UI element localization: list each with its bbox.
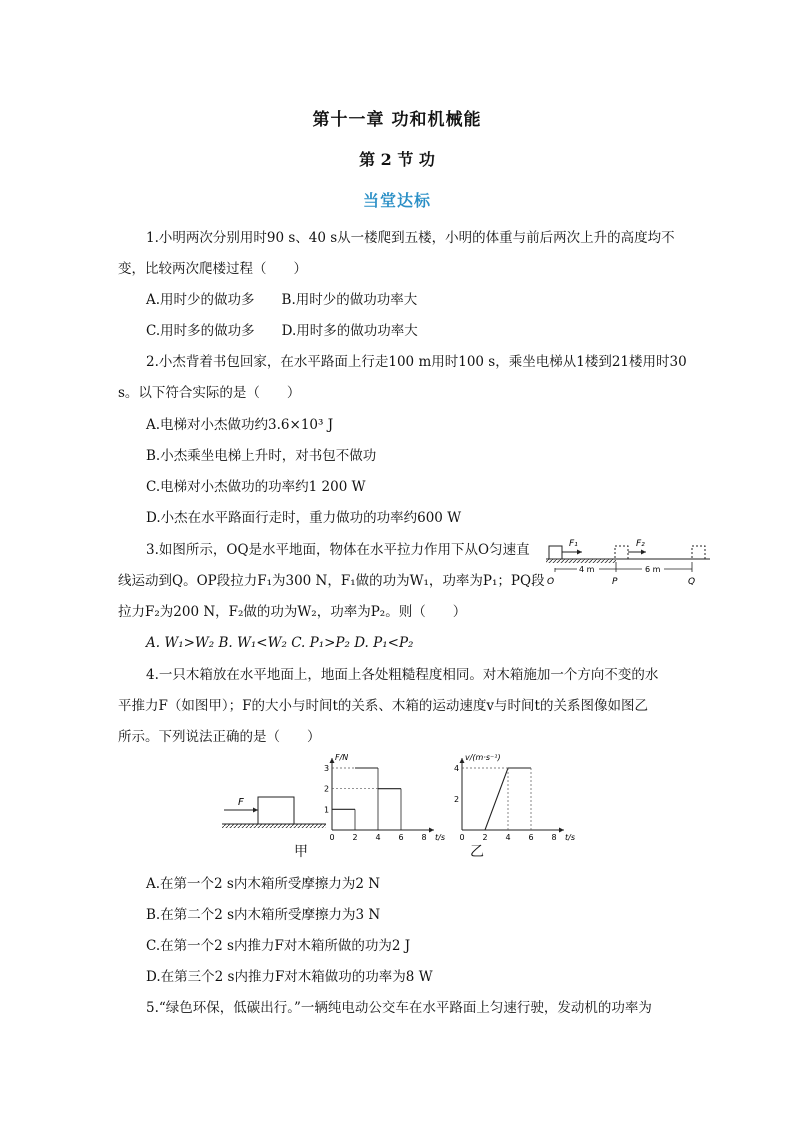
q4-option-b: B.在第二个2 s内木箱所受摩擦力为3 N [146,907,381,923]
x-tick-label: 6 [528,833,534,842]
y-axis-label: F/N [335,753,349,762]
x-tick-label: 0 [459,833,465,842]
wooden-box [258,797,294,824]
block-at-o [549,546,562,559]
label-q: Q [688,577,696,587]
block-at-q [692,546,705,559]
x-tick-label: 4 [505,833,511,842]
q2-line2: s。以下符合实际的是（ ） [118,385,301,401]
q1-options-ab: A.用时少的做功多 B.用时少的做功功率大 [146,292,418,308]
q2-option-d: D.小杰在水平路面行走时，重力做功的功率约600 W [146,510,462,526]
label-yi: 乙 [470,844,484,860]
force-time-chart [318,752,445,842]
label-f2: F₂ [636,539,645,549]
y-tick-label: 2 [324,784,330,794]
q4-option-a: A.在第一个2 s内木箱所受摩擦力为2 N [146,876,381,892]
q3-motion-figure [544,532,712,590]
ground-hatch [546,559,616,563]
q4-option-c: C.在第一个2 s内推力F对木箱所做的功为2 J [146,938,411,954]
force-f1-arrowhead [577,550,582,555]
x-tick-label: 0 [329,833,335,842]
x-tick-label: 6 [398,833,404,842]
x-axis-arrow [429,828,434,833]
q2-option-b: B.小杰乘坐电梯上升时，对书包不做功 [146,448,377,464]
force-label: F [238,797,244,808]
q4-line2: 平推力F（如图甲）；F的大小与时间t的关系、木箱的运动速度v与时间t的关系图像如图乙 [118,698,648,714]
velocity-time-chart [448,752,576,842]
block-at-p [615,546,628,559]
q2-option-c: C.电梯对小杰做功的功率约1 200 W [146,479,366,495]
q4-line3: 所示。下列说法正确的是（ ） [118,729,321,745]
floor-hatch [222,824,326,828]
x-tick-label: 8 [421,833,427,842]
label-o: O [547,577,555,587]
q2-option-a: A.电梯对小杰做功约3.6×10³ J [146,417,334,433]
x-axis-arrow [559,828,564,833]
y-axis-arrow [460,758,465,763]
y-axis-arrow [330,758,335,763]
label-jia: 甲 [294,844,308,860]
exercise-heading: 当堂达标 [362,191,431,210]
q1-line1: 1.小明两次分别用时90 s、40 s从一楼爬到五楼，小明的体重与前后两次上升的高度均不 [146,230,675,246]
label-f1: F₁ [569,539,578,549]
q1-line2: 变，比较两次爬楼过程（ ） [118,261,307,277]
q3-line1: 3.如图所示，OQ是水平地面，物体在水平拉力作用下从O匀速直 [146,542,530,558]
q5-line1: 5.“绿色环保，低碳出行。”一辆纯电动公交车在水平路面上匀速行驶，发动机的功率为 [146,1000,652,1016]
q3-options: A. W₁>W₂ B. W₁<W₂ C. P₁>P₂ D. P₁<P₂ [146,635,414,651]
y-tick-label: 1 [324,805,330,815]
q2-line1: 2.小杰背着书包回家，在水平路面上行走100 m用时100 s，乘坐电梯从1楼到21楼用时30 [146,354,687,370]
dist-op-label: 4 m [579,565,595,574]
q4-figure-jia [220,790,328,832]
x-tick-label: 4 [375,833,381,842]
y-tick-label: 2 [454,795,460,804]
y-tick-label: 4 [454,764,460,773]
section-title: 第 2 节 功 [359,150,435,169]
x-axis-label: t/s [435,833,445,842]
y-axis-label: v/(m·s⁻¹) [465,753,501,762]
x-axis-label: t/s [565,833,575,842]
q3-line3: 拉力F₂为200 N，F₂做的功为W₂，功率为P₂。则（ ） [118,604,467,620]
velocity-line [462,768,531,830]
x-tick-label: 8 [551,833,557,842]
q3-line2: 线运动到Q。OP段拉力F₁为300 N，F₁做的功为W₁，功率为P₁；PQ段 [118,573,545,589]
dist-pq-label: 6 m [645,565,661,574]
q4-option-d: D.在第三个2 s内推力F对木箱做功的功率为8 W [146,969,433,985]
q4-line1: 4.一只木箱放在水平地面上，地面上各处粗糙程度相同。对木箱施加一个方向不变的水 [146,667,659,683]
q1-options-cd: C.用时多的做功多 D.用时多的做功功率大 [146,323,418,339]
push-arrowhead [253,808,258,813]
x-tick-label: 2 [352,833,358,842]
y-tick-label: 3 [324,764,330,773]
chapter-title: 第十一章 功和机械能 [312,110,482,130]
x-tick-label: 2 [482,833,488,842]
force-f2-arrowhead [641,550,646,555]
label-p: P [612,577,618,587]
